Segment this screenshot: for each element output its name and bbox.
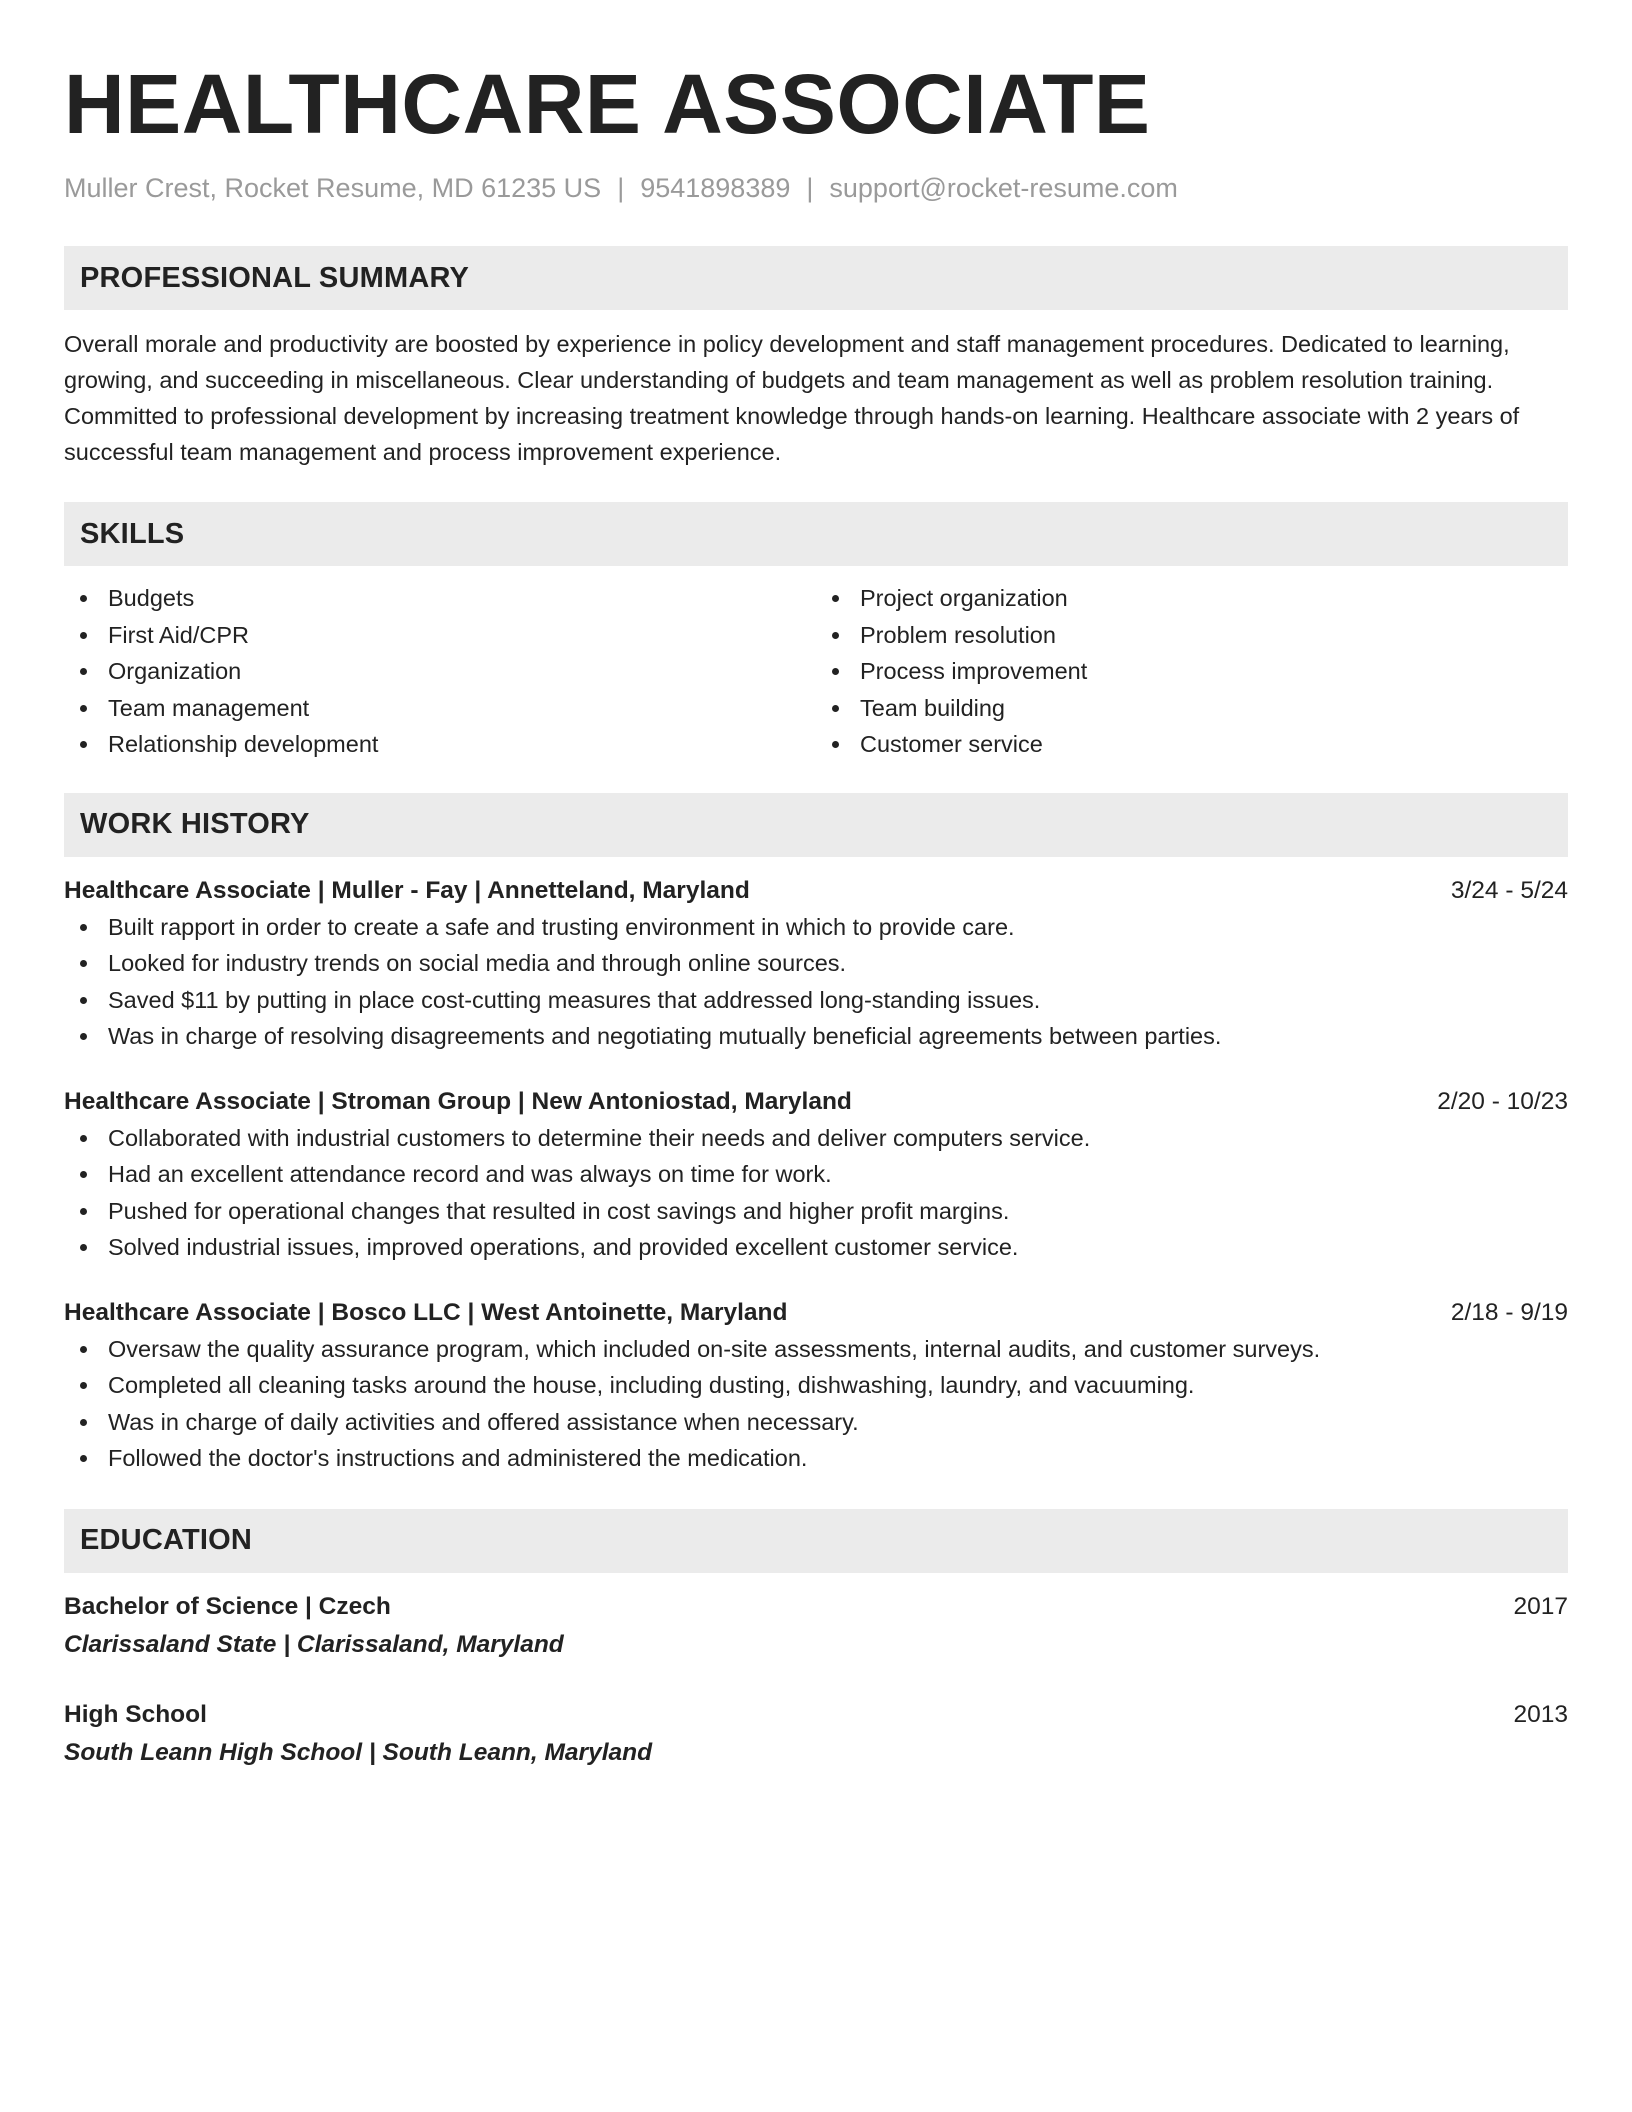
skills-column-left	[64, 580, 816, 763]
section-heading-education: EDUCATION	[64, 1509, 1568, 1573]
skill-item: Process improvement	[816, 653, 1568, 690]
candidate-name: HEALTHCARE ASSOCIATE	[64, 57, 1151, 151]
job-bullet: Was in charge of resolving disagreements and negotiating mutually beneficial agreements between parties.	[64, 1018, 1568, 1055]
skill-item: Project organization	[816, 580, 1568, 617]
job-entry	[64, 873, 1568, 1055]
job-bullets	[64, 909, 1568, 1055]
section-heading-work: WORK HISTORY	[64, 793, 1568, 857]
skill-item: Team management	[64, 690, 816, 727]
job-bullet: Saved $11 by putting in place cost-cutting measures that addressed long-standing issues.	[64, 982, 1568, 1019]
job-bullets	[64, 1120, 1568, 1266]
job-bullet: Collaborated with industrial customers to determine their needs and deliver computers service.	[64, 1120, 1568, 1157]
job-bullet: Pushed for operational changes that resulted in cost savings and higher profit margins.	[64, 1193, 1568, 1230]
job-bullet: Completed all cleaning tasks around the house, including dusting, dishwashing, laundry, and vacuuming.	[64, 1367, 1568, 1404]
skill-item: Team building	[816, 690, 1568, 727]
job-title: Healthcare Associate | Stroman Group | New Antoniostad, Maryland	[64, 1087, 852, 1115]
job-entry	[64, 1084, 1568, 1266]
contact-separator: |	[806, 173, 814, 203]
skill-item: Organization	[64, 653, 816, 690]
contact-address: Muller Crest, Rocket Resume, MD 61235 US	[64, 173, 602, 203]
job-dates: 2/20 - 10/23	[1437, 1087, 1568, 1115]
job-bullet: Oversaw the quality assurance program, which included on-site assessments, internal audits, and customer surveys.	[64, 1331, 1568, 1368]
skill-item: Customer service	[816, 726, 1568, 763]
education-year: 2013	[1513, 1700, 1568, 1728]
job-bullet: Was in charge of daily activities and offered assistance when necessary.	[64, 1404, 1568, 1441]
job-header	[64, 1295, 1568, 1331]
skill-item: Relationship development	[64, 726, 816, 763]
education-header	[64, 1697, 1568, 1733]
job-bullets	[64, 1331, 1568, 1477]
contact-separator: |	[617, 173, 625, 203]
summary-text: Overall morale and productivity are boosted by experience in policy development and staff management procedures. Dedicated to learning, growing, and succeeding in miscellaneous. Clear understanding of budgets and team management as well as problem resolution training. Committed to professional development by increasing treatment knowledge through hands-on learning. Healthcare associate with 2 years of successful team management and process improvement experience.	[64, 331, 1520, 465]
job-bullet: Followed the doctor's instructions and administered the medication.	[64, 1440, 1568, 1477]
contact-email: support@rocket-resume.com	[829, 173, 1178, 203]
skill-item: First Aid/CPR	[64, 617, 816, 654]
education-header	[64, 1589, 1568, 1625]
job-dates: 3/24 - 5/24	[1450, 876, 1568, 904]
section-heading-summary: PROFESSIONAL SUMMARY	[64, 246, 1568, 310]
education-degree: High School	[64, 1700, 207, 1728]
skills-column-right	[816, 580, 1568, 763]
job-entry	[64, 1295, 1568, 1477]
education-degree: Bachelor of Science | Czech	[64, 1592, 391, 1620]
skill-item: Problem resolution	[816, 617, 1568, 654]
contact-phone: 9541898389	[640, 173, 791, 203]
skills-list	[64, 580, 1568, 763]
education-entry	[64, 1589, 1568, 1663]
job-header	[64, 873, 1568, 909]
education-school: South Leann High School | South Leann, Maryland	[64, 1738, 653, 1766]
job-bullet: Built rapport in order to create a safe and trusting environment in which to provide care.	[64, 909, 1568, 946]
education-year: 2017	[1513, 1592, 1568, 1620]
contact-line	[64, 170, 1568, 206]
job-bullet: Solved industrial issues, improved operations, and provided excellent customer service.	[64, 1229, 1568, 1266]
skill-item: Budgets	[64, 580, 816, 617]
education-school: Clarissaland State | Clarissaland, Maryland	[64, 1630, 564, 1658]
job-title: Healthcare Associate | Muller - Fay | Annetteland, Maryland	[64, 876, 750, 904]
job-dates: 2/18 - 9/19	[1450, 1298, 1568, 1326]
job-header	[64, 1084, 1568, 1120]
job-title: Healthcare Associate | Bosco LLC | West Antoinette, Maryland	[64, 1298, 788, 1326]
education-entry	[64, 1697, 1568, 1771]
section-heading-skills: SKILLS	[64, 502, 1568, 566]
job-bullet: Looked for industry trends on social media and through online sources.	[64, 945, 1568, 982]
job-bullet: Had an excellent attendance record and was always on time for work.	[64, 1156, 1568, 1193]
